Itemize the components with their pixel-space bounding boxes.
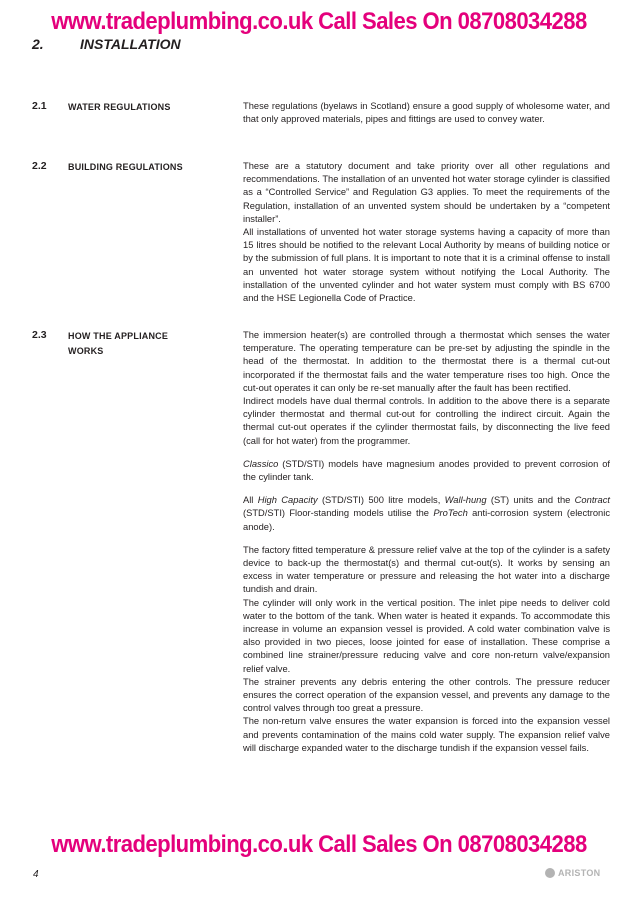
logo-text: ARISTON — [558, 868, 601, 878]
website-banner-top: www.tradeplumbing.co.uk Call Sales On 08708034288 — [51, 8, 587, 35]
section-number: 2. — [32, 36, 44, 52]
subsection-body — [243, 100, 610, 126]
paragraph: The factory fitted temperature & pressure relief valve at the top of the cylinder is a safety device to back-up the thermostat(s) and thermal cut-out(s). It works by sensing an excess in water temperature or pressure and releasing the hot water into a discharge tundish and drain. — [243, 544, 610, 595]
subsection-label: BUILDING REGULATIONS — [68, 162, 183, 172]
paragraph: All High Capacity (STD/STI) 500 litre models, Wall-hung (ST) units and the Contract (STD/STI) Floor-standing models utilise the ProTech anti-corrosion system (electronic anode). — [243, 495, 610, 532]
brand-logo — [545, 867, 607, 879]
logo-mark-icon — [545, 868, 555, 878]
paragraph: The strainer prevents any debris entering the other controls. The pressure reducer ensures the correct operation of the expansion vessel, and prevents any damage to the control valves through too great a pressure. — [243, 676, 610, 714]
subsection-body — [243, 160, 610, 305]
paragraph: All installations of unvented hot water storage systems having a capacity of more than 15 litres should be notified to the relevant Local Authority by means of building notice or by the submission of full plans. It is important to note that it is a criminal offense to install an unvented hot water storage system without notifying the Local Authority. The installation of the unvented cylinder and hot water system must comply with BS 6700 and the HSE Legionella Code of Practice. — [243, 227, 610, 304]
paragraph: Indirect models have dual thermal controls. In addition to the above there is a separate cylinder thermostat and thermal cut-out for controlling the indirect circuit. Again the thermal cut-out operates if the cylinder thermostat fails, by disconnecting the live feed (call for hot water) from the programmer. — [243, 396, 610, 446]
subsection-label: WATER REGULATIONS — [68, 102, 171, 112]
page-number: 4 — [33, 869, 39, 880]
subsection-number: 2.1 — [32, 100, 47, 112]
section-title: INSTALLATION — [80, 36, 181, 52]
paragraph: These regulations (byelaws in Scotland) ensure a good supply of wholesome water, and that only approved materials, pipes and fittings are used to convey water. — [243, 101, 610, 125]
paragraph: The cylinder will only work in the vertical position. The inlet pipe needs to deliver cold water to the bottom of the tank. When water is heated it expands. To accommodate this increase in volume an expansion vessel is provided. A cold water combination valve is also provided in two pieces, loose jointed for ease of installation. These comprise a combined line strainer/pressure reducing valve and core non-return valve/expansion relief valve. — [243, 597, 610, 674]
paragraph: The immersion heater(s) are controlled through a thermostat which senses the water temperature. The operating temperature can be pre-set by adjusting the spindle in the head of the thermostat. In addition to the thermostat there is a thermal cut-out incorporated if the thermostat fails and the water temperature rises too high. Once the cut-out operates it can only be re-set manually after the fault has been rectified. — [243, 330, 610, 393]
website-banner-bottom: www.tradeplumbing.co.uk Call Sales On 08708034288 — [51, 831, 587, 858]
paragraph: These are a statutory document and take priority over all other regulations and recommendations. The installation of an unvented hot water storage cylinder is classified as a “Controlled Service” and Regulation G3 applies. To meet the requirements of the Regulation, installation of an unvented system should be undertaken by a “competent installer”. — [243, 161, 610, 224]
subsection-body — [243, 329, 610, 755]
subsection-label — [68, 329, 218, 359]
paragraph: Classico (STD/STI) models have magnesium anodes provided to prevent corrosion of the cylinder tank. — [243, 458, 610, 483]
subsection-number: 2.2 — [32, 160, 47, 172]
section-heading — [32, 36, 181, 52]
subsection-label-line: HOW THE APPLIANCE — [68, 331, 169, 341]
paragraph: The non-return valve ensures the water expansion is forced into the expansion vessel and prevents contamination of the mains cold water supply. The expansion relief valve will discharge expanded water to the discharge tundish if the expansion vessel fails. — [243, 716, 610, 753]
subsection-label-line: WORKS — [68, 346, 104, 356]
subsection-number: 2.3 — [32, 329, 47, 341]
